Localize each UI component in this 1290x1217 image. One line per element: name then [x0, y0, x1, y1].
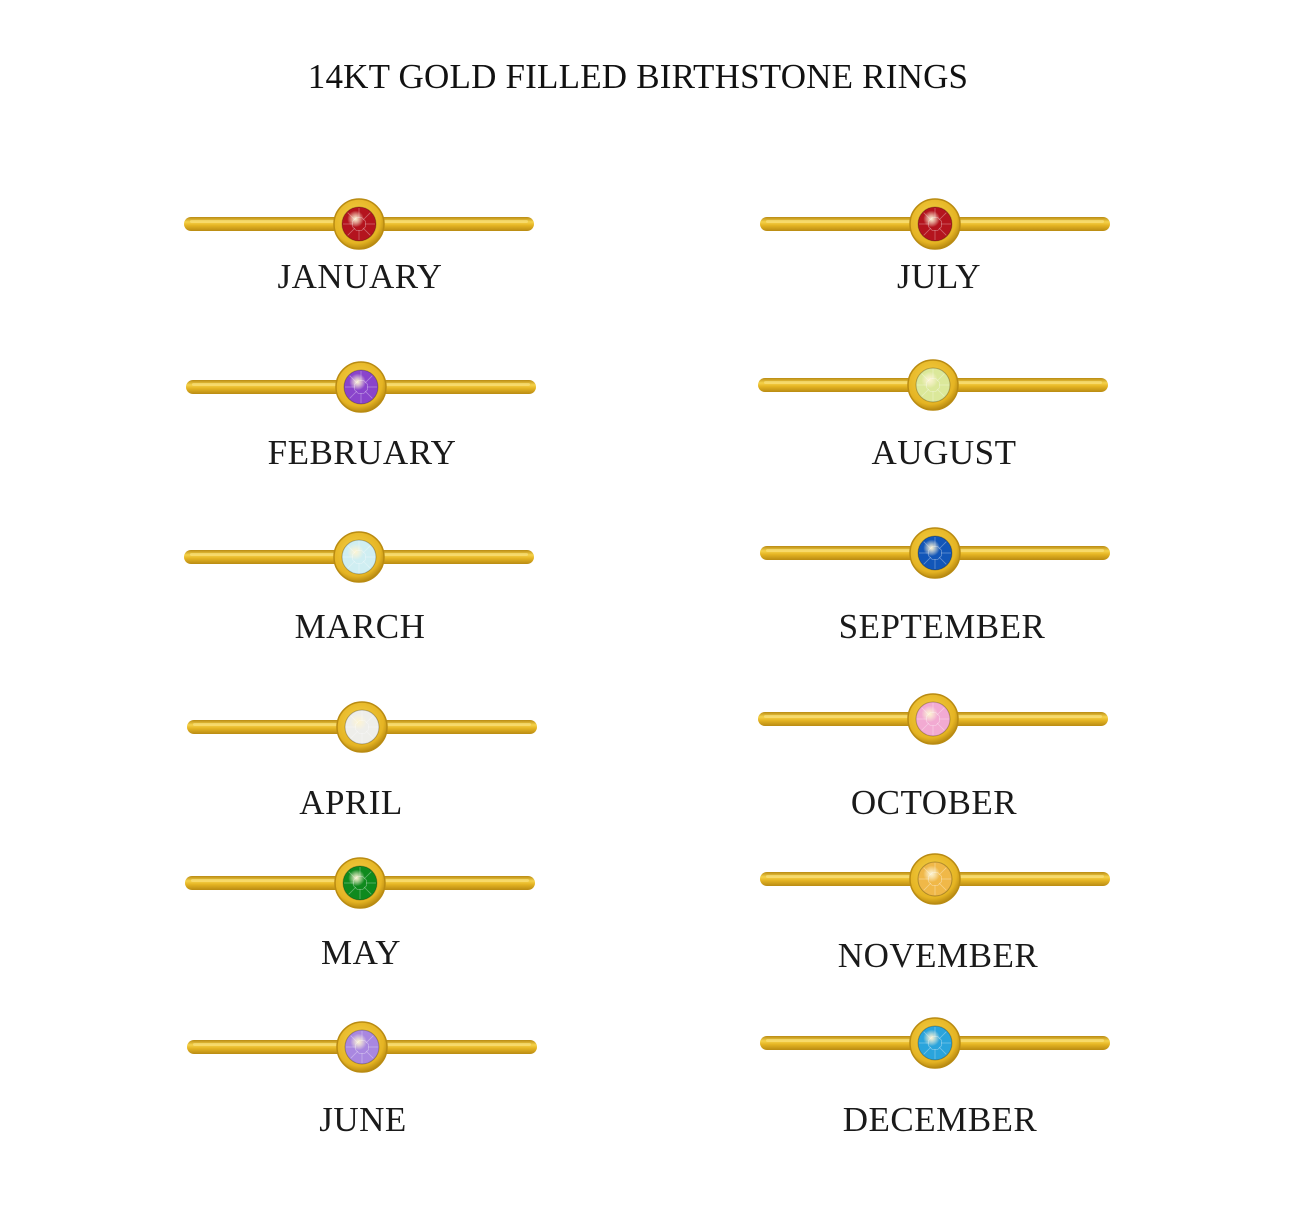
ring-band-icon — [182, 360, 542, 416]
month-label: FEBRUARY — [267, 433, 457, 472]
month-label: APRIL — [299, 783, 403, 822]
ring-item-march — [180, 530, 540, 646]
ring-band-icon — [756, 197, 1116, 253]
page-title: 14KT GOLD FILLED BIRTHSTONE RINGS — [307, 57, 969, 96]
ring-item-april — [183, 700, 543, 822]
ring-item-january — [180, 197, 540, 307]
ring-band-icon — [180, 530, 540, 586]
ring-item-november — [756, 852, 1116, 975]
ring-item-july — [756, 197, 1116, 307]
month-label: DECEMBER — [842, 1100, 1038, 1139]
ring-band-icon — [754, 692, 1114, 748]
ring-band-icon — [183, 700, 543, 756]
month-label: JANUARY — [277, 257, 443, 296]
ring-band-icon — [181, 856, 541, 912]
month-label: NOVEMBER — [837, 936, 1039, 975]
ring-band-icon — [183, 1020, 543, 1076]
ring-item-october — [754, 692, 1114, 822]
ring-item-september — [756, 526, 1116, 646]
ring-item-may — [181, 856, 541, 972]
ring-band-icon — [756, 526, 1116, 582]
ring-band-icon — [756, 852, 1116, 908]
month-label: AUGUST — [871, 433, 1017, 472]
ring-item-february — [182, 360, 542, 470]
month-label: JULY — [896, 257, 982, 296]
ring-band-icon — [180, 197, 540, 253]
ring-band-icon — [754, 358, 1114, 414]
month-label: MARCH — [294, 607, 426, 646]
month-label: JUNE — [319, 1100, 407, 1139]
ring-band-icon — [756, 1016, 1116, 1072]
ring-item-december — [756, 1016, 1116, 1139]
month-label: MAY — [321, 933, 401, 972]
month-label: SEPTEMBER — [838, 607, 1046, 646]
month-label: OCTOBER — [850, 783, 1018, 822]
ring-item-june — [183, 1020, 543, 1139]
ring-item-august — [754, 358, 1114, 472]
